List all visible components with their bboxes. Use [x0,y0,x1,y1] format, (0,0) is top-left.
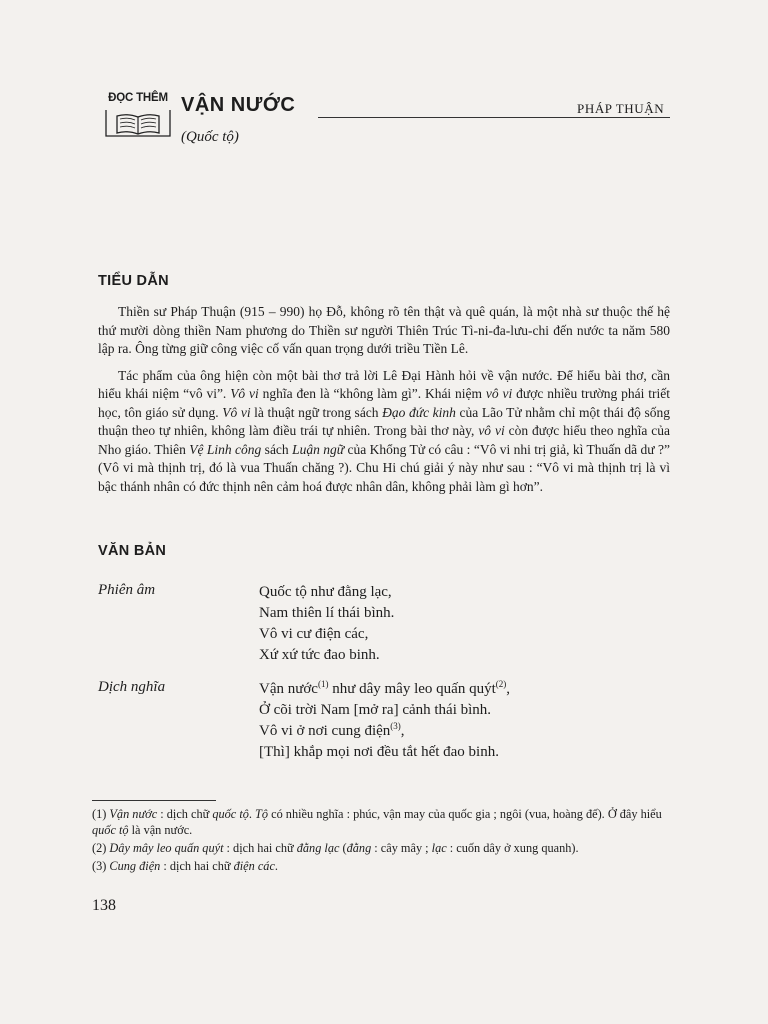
intro-heading: TIỂU DẪN [98,273,169,289]
translation-line: Ở cõi trời Nam [mở ra] cảnh thái bình. [259,702,492,718]
footnote-1: (1) Vận nước : dịch chữ quốc tộ. Tộ có nhiều nghĩa : phúc, vận may của quốc gia ; ngôi (vua, hoàng đế). Ở đây hiểu quốc tộ là vận nước. [92,807,662,837]
poem-line: Quốc tộ như đằng lạc, [259,584,392,600]
footnote-rule [92,800,216,801]
intro-text [98,303,670,496]
poem-line: Vô vi cư điện các, [259,626,369,642]
footnote-mark: (1) [317,679,329,689]
dich-nghia-label: Dịch nghĩa [98,679,166,695]
poem-subtitle: (Quốc tộ) [181,129,239,145]
dich-nghia-poem [259,679,510,763]
reading-badge [103,92,173,142]
page-number: 138 [92,897,116,914]
translation-line: Vận nước$^{(1)}$ như dây mây leo quấn quýt$^{(2)}$, [259,679,510,697]
phien-am-poem [259,582,394,666]
intro-paragraph-1: Thiền sư Pháp Thuận (915 – 990) họ Đỗ, không rõ tên thật và quê quán, là một nhà sư thuộc thế hệ thứ mười dòng thiền Nam phương do Thiền sư người Thiên Trúc Tì-ni-đa-lưu-chi đến nước ta năm 580 lập ra. Ông từng giữ công việc cố vấn quan trọng dưới triều Tiền Lê. [98,304,670,356]
footnote-3: (3) Cung điện : dịch hai chữ điện các. [92,859,278,873]
poem-title: VẬN NƯỚC [181,94,296,116]
poem-line: Nam thiên lí thái bình. [259,605,395,621]
title-rule [318,117,670,118]
poem-line: Xứ xứ tức đao binh. [259,647,380,663]
phien-am-label: Phiên âm [98,582,156,598]
footnote-mark: (2) [495,679,507,689]
text-heading: VĂN BẢN [98,543,167,559]
footnotes [92,806,672,876]
translation-line: Vô vi ở nơi cung điện$^{(3)}$, [259,721,405,739]
open-book-icon [103,106,173,138]
author-name: PHÁP THUẬN [577,101,665,116]
intro-paragraph-2: Tác phẩm của ông hiện còn một bài thơ trả lời Lê Đại Hành hỏi về vận nước. Để hiểu bài thơ, cần hiểu khái niệm “vô vi”. Vô vi nghĩa đen là “không làm gì”. Khái niệm vô vi được nhiều trường phái triết học, tôn giáo sử dụng. Vô vi là thuật ngữ trong sách Đạo đức kinh của Lão Tử nhằm chỉ một thái độ sống thuận theo tự nhiên, không làm điều trái tự nhiên. Trong bài thơ này, vô vi còn được hiểu theo nghĩa của Nho giáo. Thiên Vệ Linh công sách Luận ngữ của Khổng Tử có câu : “Vô vi nhi trị giả, kì Thuấn dã dư ?” (Vô vi mà thịnh trị, đó là vua Thuấn chăng ?). Chu Hi chú giải ý này như sau : “Vô vi mà thịnh trị là vì bậc thánh nhân có đức thịnh nên cảm hoá được nhân dân, không phải làm gì hơn”. [98,367,670,494]
badge-label: ĐỌC THÊM [108,92,168,104]
footnote-mark: (3) [390,721,401,731]
footnote-2: (2) Dây mây leo quấn quýt : dịch hai chữ đằng lạc (đằng : cây mây ; lạc : cuốn dây ở xung quanh). [92,841,579,855]
translation-line: [Thì] khắp mọi nơi đều tắt hết đao binh. [259,744,499,760]
